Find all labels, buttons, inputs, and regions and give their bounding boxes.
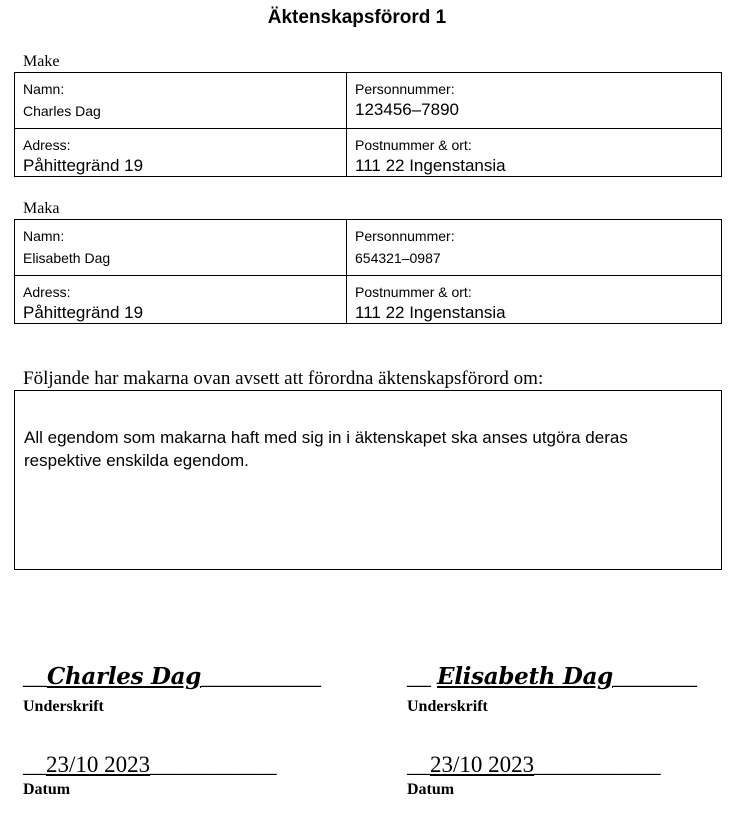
husband-postal-cell	[347, 129, 722, 177]
left-date-caption: Datum	[23, 781, 71, 798]
wife-pnr-cell	[347, 220, 722, 276]
husband-pnr-label: Personnummer:	[355, 81, 455, 97]
husband-address-cell	[15, 129, 347, 177]
wife-postal-label: Postnummer & ort:	[355, 284, 472, 300]
husband-name: Charles Dag	[23, 103, 101, 119]
wife-name: Elisabeth Dag	[23, 250, 111, 266]
wife-postal: 111 22 Ingenstansia	[355, 303, 506, 322]
wife-address-cell	[15, 276, 347, 324]
right-date: 23/10 2023	[430, 752, 535, 777]
wife-table	[14, 219, 722, 324]
husband-row-1	[15, 73, 722, 129]
wife-name-label: Namn:	[23, 228, 65, 244]
left-date-line	[23, 751, 277, 779]
right-date-lead: __	[407, 752, 430, 777]
document-title: Äktenskapsförord 1	[267, 7, 447, 28]
husband-postal-label: Postnummer & ort:	[355, 137, 472, 153]
wife-pnr-label: Personnummer:	[355, 228, 455, 244]
right-signature-caption: Underskrift	[407, 698, 488, 715]
agreement-text: All egendom som makarna haft med sig in i äktenskapet ska anses utgöra deras respektive enskilda egendom.	[24, 428, 628, 470]
agreement-intro: Följande har makarna ovan avsett att förordna äktenskapsförord om:	[23, 368, 544, 389]
husband-pnr: 123456–7890	[355, 100, 460, 119]
left-signature-line	[23, 662, 321, 692]
wife-pnr: 654321–0987	[355, 250, 441, 266]
left-date-trail: ___________	[150, 752, 277, 777]
left-signature-caption: Underskrift	[23, 698, 104, 715]
right-signature: Elisabeth Dag	[437, 663, 613, 690]
left-signature: Charles Dag	[47, 663, 202, 690]
agreement-box	[14, 390, 722, 570]
left-signature-trail: __________	[201, 664, 322, 690]
right-date-line	[407, 751, 661, 779]
right-signature-line	[407, 662, 697, 692]
husband-table	[14, 72, 722, 177]
wife-row-1	[15, 220, 722, 276]
husband-section-label: Make	[23, 53, 60, 70]
left-date-lead: __	[23, 752, 46, 777]
wife-name-cell	[15, 220, 347, 276]
left-signature-lead: __	[23, 664, 47, 690]
wife-section-label: Maka	[23, 200, 60, 217]
wife-address: Påhittegränd 19	[23, 303, 144, 322]
husband-name-cell	[15, 73, 347, 129]
wife-postal-cell	[347, 276, 722, 324]
husband-postal: 111 22 Ingenstansia	[355, 156, 506, 175]
right-signature-lead: __	[407, 664, 437, 690]
husband-name-label: Namn:	[23, 81, 65, 97]
right-date-caption: Datum	[407, 781, 455, 798]
husband-address-label: Adress:	[23, 137, 71, 153]
wife-address-label: Adress:	[23, 284, 71, 300]
husband-address: Påhittegränd 19	[23, 156, 144, 175]
husband-pnr-cell	[347, 73, 722, 129]
husband-row-2	[15, 129, 722, 177]
wife-row-2	[15, 276, 722, 324]
right-date-trail: ___________	[534, 752, 661, 777]
right-signature-trail: _______	[612, 664, 697, 690]
left-date: 23/10 2023	[46, 752, 151, 777]
